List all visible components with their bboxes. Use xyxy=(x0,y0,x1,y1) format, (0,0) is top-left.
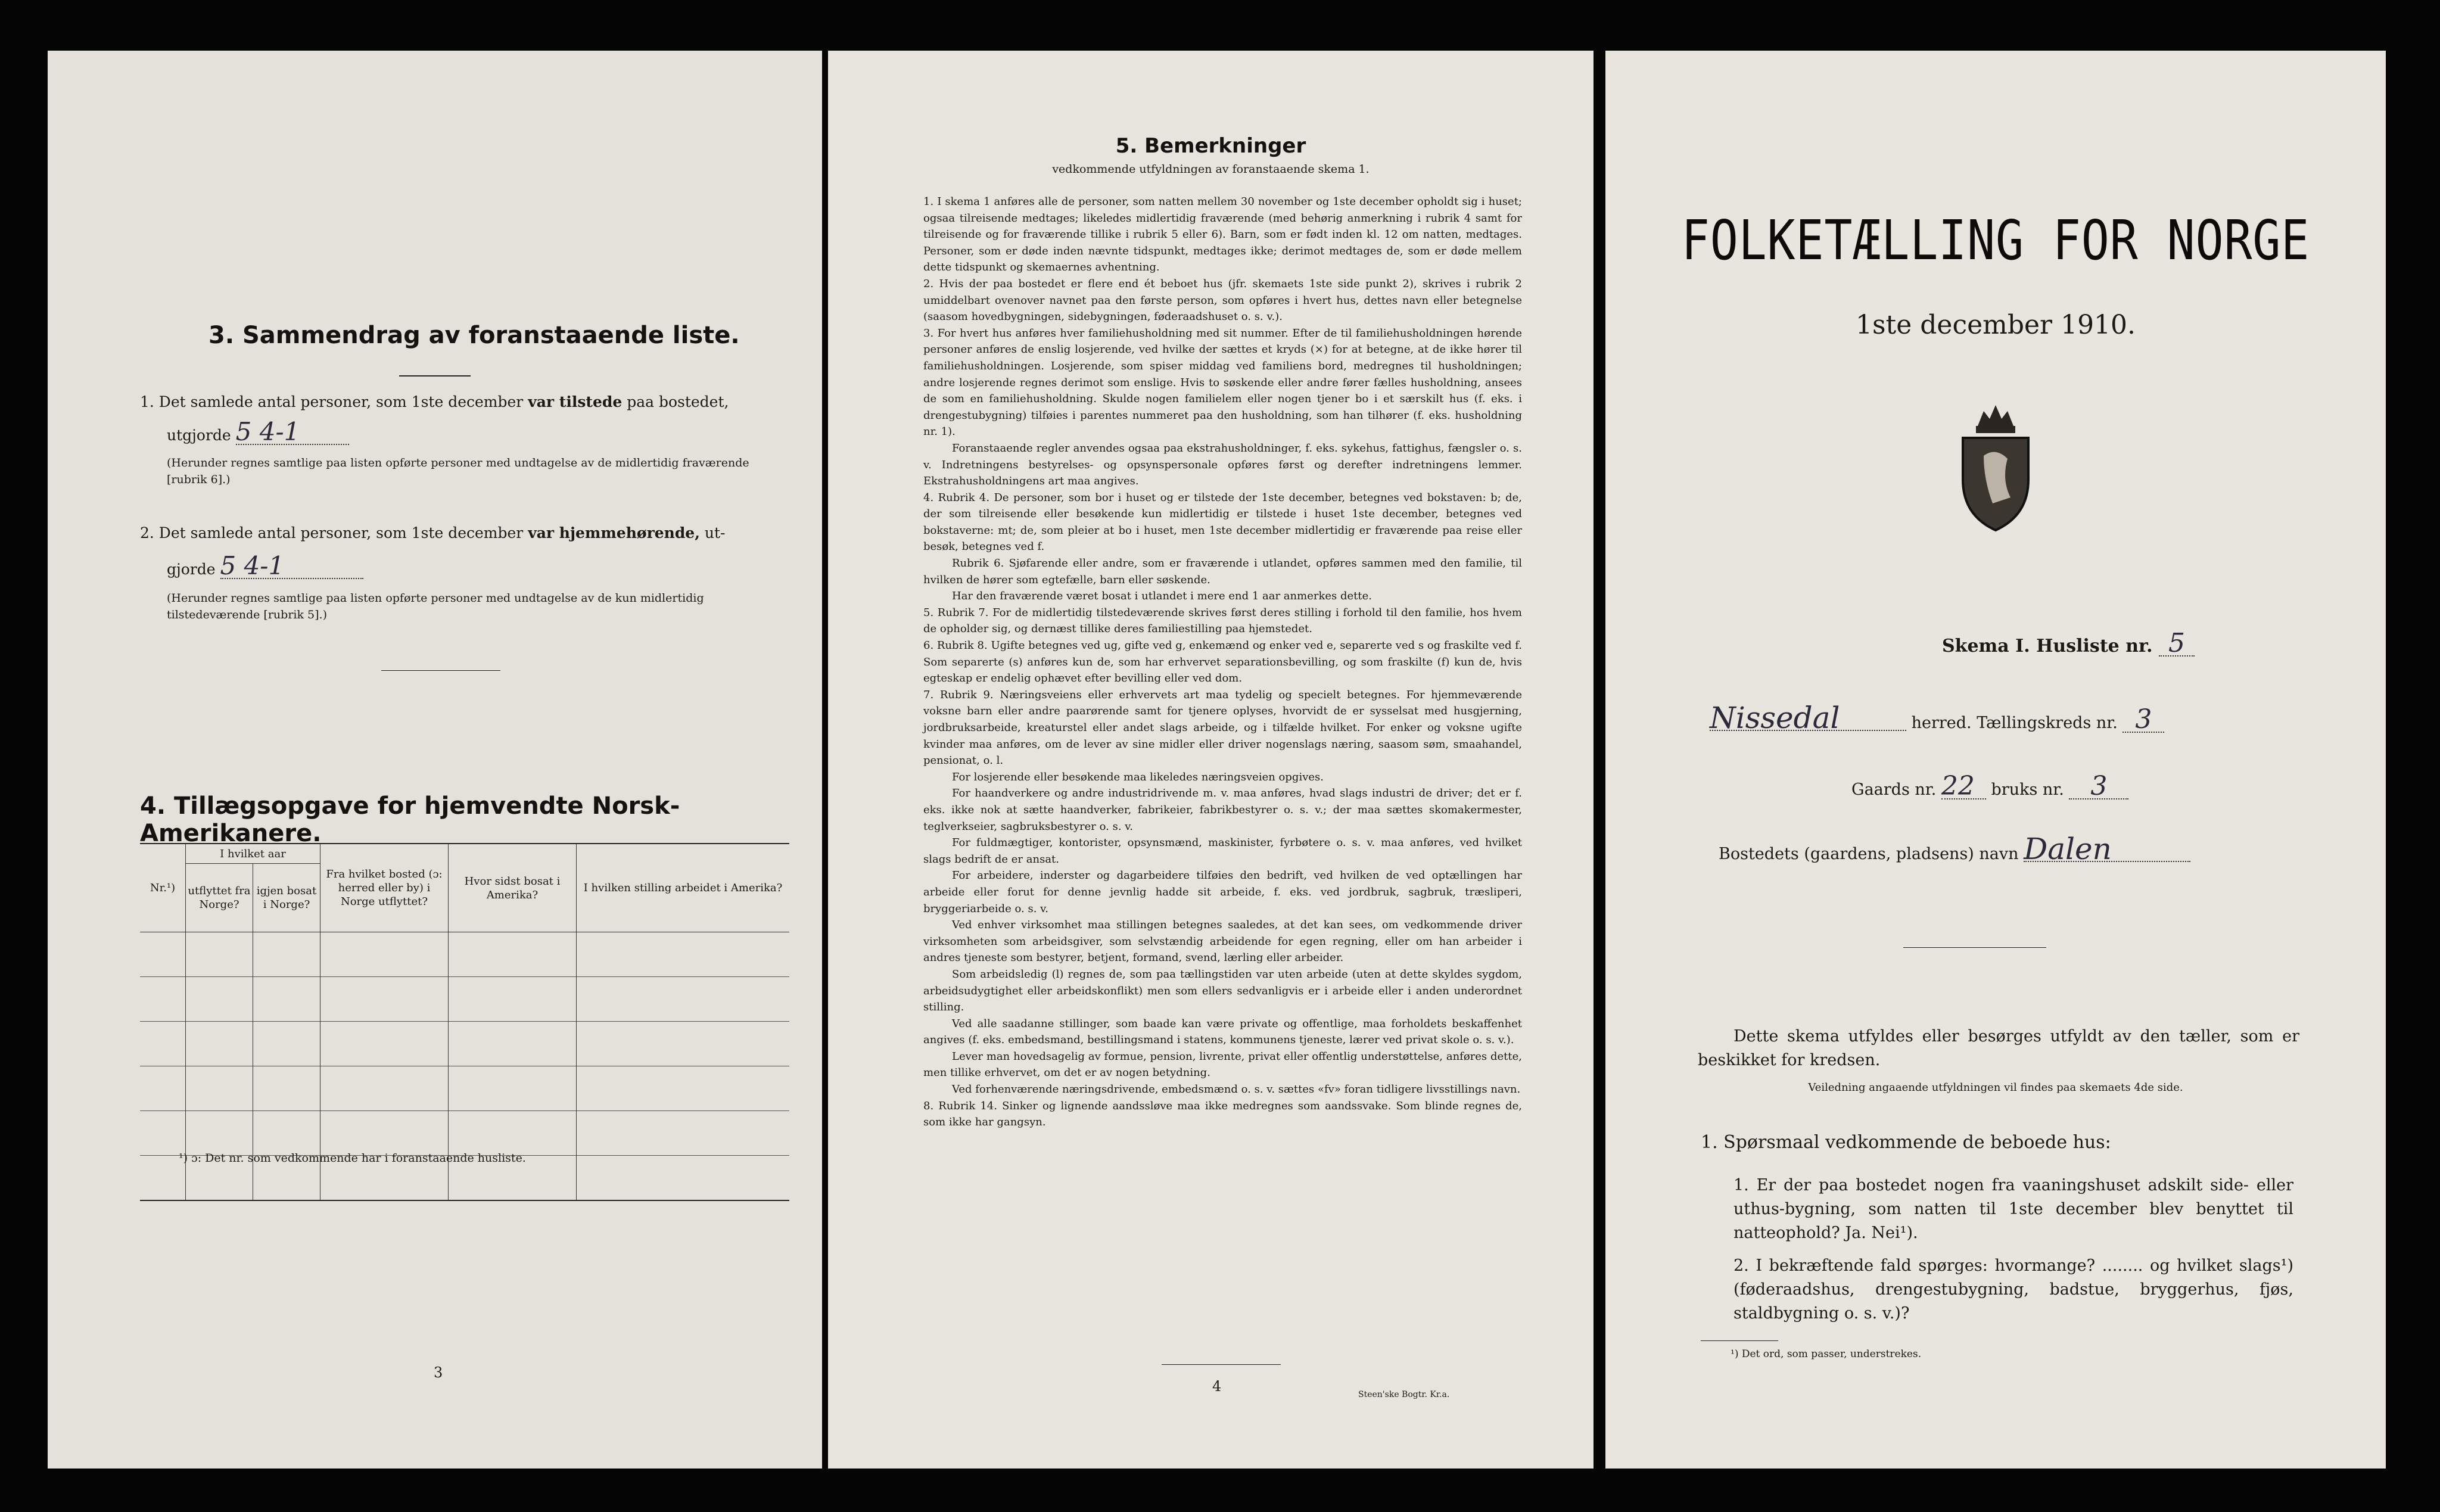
col-position: I hvilken stilling arbeidet i Amerika? xyxy=(577,844,790,932)
returnee-table-grid xyxy=(140,844,789,1200)
col-nr: Nr.¹) xyxy=(140,844,186,932)
schema-row xyxy=(1942,628,2195,658)
remarks-body xyxy=(923,194,1522,1131)
section4-title: 4. Tillægsopgave for hjemvendte Norsk-Amerikanere. xyxy=(140,792,680,847)
col-returned: igjen bosat i Norge? xyxy=(253,864,320,932)
item2-text-end: ut- xyxy=(699,524,726,542)
gaards-row xyxy=(1851,771,2128,802)
remark-paragraph: 5. Rubrik 7. For de midlertidig tilstedeværende skrives først deres stilling i forhold til den familie, hos hvem de opholder sig, og dernæst tillike deres familiestilling paa hjemstedet. xyxy=(923,606,1522,636)
item2-text: 2. Det samlede antal personer, som 1ste december xyxy=(140,524,528,542)
bruks-label: bruks nr. xyxy=(1991,780,2064,799)
husliste-nr: 5 xyxy=(2159,631,2195,657)
instruction-text: Dette skema utfyldes eller besørges utfyldt av den tæller, som er beskikket for kredsen. xyxy=(1698,1027,2299,1069)
bosted-value: Dalen xyxy=(2024,837,2190,862)
remark-paragraph: Ved forhenværende næringsdrivende, embedsmænd o. s. v. sættes «fv» foran tidligere livsstillings navn. xyxy=(952,1083,1521,1096)
section3-item1 xyxy=(140,390,795,414)
remark-paragraph: Lever man hovedsagelig av formue, pension, livrente, privat eller offentlig understøttelse, anføres dette, men tillike erhvervet, om det er av nogen betydning. xyxy=(923,1050,1522,1079)
remark-paragraph: For arbeidere, inderster og dagarbeidere tilføies den bedrift, ved hvilken de ved optællingen har arbeide eller forut for denne jevnlig hadde sit arbeide, f. eks. ved jordbruk, sagbruk, træsliperi, bryggeriarbeide o. s. v. xyxy=(923,869,1522,915)
col-from: Fra hvilket bosted (ɔ: herred eller by) i Norge utflyttet? xyxy=(320,844,449,932)
census-date: 1ste december 1910. xyxy=(1855,310,2136,340)
remarks-subtitle: vedkommende utfyldningen av foranstaaende skema 1. xyxy=(1052,163,1370,176)
remark-paragraph: Rubrik 6. Sjøfarende eller andre, som er fraværende i utlandet, opføres sammen med den familie, til hvilken de hører som egtefælle, barn eller søskende. xyxy=(923,557,1522,586)
item2-answer-row xyxy=(167,551,363,581)
printer-mark: Steen'ske Bogtr. Kr.a. xyxy=(1358,1390,1450,1399)
gaards-value: 22 xyxy=(1941,774,1986,799)
section4-footnote: ¹) ɔ: Det nr. som vedkommende har i foranstaaende husliste. xyxy=(179,1152,526,1165)
remark-paragraph: 4. Rubrik 4. De personer, som bor i huset og er tilstede der 1ste december, betegnes ved bokstaven: b; de, der som tilreisende eller besøkende kun midlertidig er tilstede i huset 1ste december, betegnes ved bokstaverne: mt; de, som pleier at bo i huset, men 1ste december midlertidig er fraværende paa reise eller besøk, betegnes ved f. xyxy=(923,491,1522,553)
bosted-row xyxy=(1719,832,2190,866)
question-1: 1. Er der paa bostedet nogen fra vaaningshuset adskilt side- eller uthus-bygning, som natten til 1ste december blev benyttet til natteophold? Ja. Nei¹). xyxy=(1733,1176,2293,1242)
right-footnote: ¹) Det ord, som passer, understrekes. xyxy=(1731,1348,1922,1360)
item2-prefix: gjorde xyxy=(167,561,216,578)
table-row xyxy=(140,1022,789,1066)
page-left xyxy=(48,51,822,1469)
herred-label: herred. Tællingskreds nr. xyxy=(1911,714,2118,732)
col-where: Hvor sidst bosat i Amerika? xyxy=(449,844,577,932)
table-row xyxy=(140,932,789,977)
kreds-value: 3 xyxy=(2122,708,2164,733)
page-number: 3 xyxy=(434,1364,443,1381)
page-right xyxy=(1605,51,2386,1469)
bosted-label: Bostedets (gaardens, pladsens) navn xyxy=(1719,845,2019,863)
item1-bold: var tilstede xyxy=(528,393,623,410)
item1-note: (Herunder regnes samtlige paa listen opførte personer med undtagelse av de midlertidig fraværende [rubrik 6].) xyxy=(167,456,749,486)
remark-paragraph: 7. Rubrik 9. Næringsveiens eller erhvervets art maa tydelig og specielt betegnes. For hjemmeværende voksne barn eller andre paarørende samt for tjenere oplyses, hvorvidt de er sysselsat med husgjerning, jordbruksarbeide, kreaturstel eller andet slags arbeide, og i tilfælde hvilket. For enker og voksne ugifte kvinder maa anføres, om de lever av sine midler eller driver nogenslags næring, saasom søm, smaahandel, pensionat, o. l. xyxy=(923,688,1522,767)
remarks-title: 5. Bemerkninger xyxy=(1115,134,1306,158)
remark-paragraph: 2. Hvis der paa bostedet er flere end ét beboet hus (jfr. skemaets 1ste side punkt 2), skrives i rubrik 2 umiddelbart ovenover navnet paa den første person, som opføres i hvert hus, dettes navn eller betegnelse (saasom hovedbygningen, sidebygningen, føderaadshuset o. s. v.). xyxy=(923,277,1522,323)
section3-title: 3. Sammendrag av foranstaaende liste. xyxy=(208,322,740,349)
remark-paragraph: Ved alle saadanne stillinger, som baade kan være private og offentlige, maa forholdets beskaffenhet angives (f. eks. embedsmand, bestillingsmand i statens, kommunens tjeneste, lærer ved privat skole o. s. v.). xyxy=(923,1017,1522,1047)
remark-paragraph: 3. For hvert hus anføres hver familiehusholdning med sit nummer. Efter de til familiehusholdningen hørende personer anføres de enslig losjerende, ved hvilke der sættes et kryds (×) for at betegne, at de ikke hører til familiehusholdningen. Losjerende, som spiser middag ved familiens bord, medregnes til husholdningen; andre losjerende regnes derimot som enslige. Hvis to søskende eller andre fører fælles husholdning, ansees de som en familiehusholdning. Skulde nogen familielem eller nogen tjener bo i et særskilt hus (f. eks. i drengestubygning) tilføies i parentes nummeret paa den husholdning, som han tilhører (f. eks. husholdning nr. 1). xyxy=(923,326,1522,438)
herred-value: Nissedal xyxy=(1710,706,1906,731)
item2-note: (Herunder regnes samtlige paa listen opførte personer med undtagelse av de kun midlertidig tilstedeværende [rubrik 5].) xyxy=(167,592,704,621)
remark-paragraph: Ved enhver virksomhet maa stillingen betegnes saaledes, at det kan sees, om vedkommende driver virksomheten som arbeidsgiver, som selvstændig arbeidende for egen regning, eller om han arbeider i andres tjeneste som bestyrer, betjent, formand, svend, lærling eller arbeider. xyxy=(923,919,1522,965)
item1-text-end: paa bostedet, xyxy=(622,393,729,410)
divider xyxy=(399,375,471,377)
coat-of-arms-icon xyxy=(1951,390,2040,533)
col-emigrated: utflyttet fra Norge? xyxy=(186,864,253,932)
col-group-year: I hvilket aar xyxy=(186,844,320,864)
remark-paragraph: 6. Rubrik 8. Ugifte betegnes ved ug, gifte ved g, enkemænd og enker ved e, separerte ved s og fraskilte ved f. Som separerte (s) anføres kun de, som har erhvervet separationsbevilling, og som fraskilte (f) kun de, hvis egteskap er endelig ophævet efter bevilling eller ved dom. xyxy=(923,639,1522,685)
remark-paragraph: For fuldmægtiger, kontorister, opsynsmænd, maskinister, fyrbøtere o. s. v. maa anføres, ved hvilket slags bedrift de er ansat. xyxy=(923,836,1522,866)
item2-bold: var hjemmehørende, xyxy=(528,524,700,542)
remark-paragraph: Har den fraværende været bosat i utlandet i mere end 1 aar anmerkes dette. xyxy=(952,590,1372,603)
item2-value: 5 4-1 xyxy=(220,554,363,579)
table-row xyxy=(140,977,789,1022)
questions-heading: 1. Spørsmaal vedkommende de beboede hus: xyxy=(1701,1132,2111,1153)
herred-row xyxy=(1710,701,2282,735)
gaards-label: Gaards nr. xyxy=(1851,780,1937,799)
census-title: FOLKETÆLLING FOR NORGE xyxy=(1681,209,2310,272)
footnote-rule xyxy=(1701,1340,1778,1341)
remark-paragraph: For haandverkere og andre industridrivende m. v. maa anføres, hvad slags industri de driver; det er f. eks. ikke nok at sætte haandverker, fabrikeier, fabrikbestyrer o. s. v.; der maa sættes skomakermester, teglverkseier, sagbruksbestyrer o. s. v. xyxy=(923,787,1522,833)
divider xyxy=(381,670,500,671)
remark-paragraph: Som arbeidsledig (l) regnes de, som paa tællingstiden var uten arbeide (uten at dette skyldes sygdom, arbeidsudygtighet eller arbeidskonflikt) men som ellers sedvanligvis er i arbeide eller i anden underordnet stilling. xyxy=(923,967,1522,1014)
page-number: 4 xyxy=(1212,1378,1222,1395)
remark-paragraph: 1. I skema 1 anføres alle de personer, som natten mellem 30 november og 1ste december opholdt sig i huset; ogsaa tilreisende medtages; likeledes midlertidig fraværende (med behørig anmerkning i rubrik 4 samt for tilreisende og for fraværende tillike i rubrik 5 eller 6). Barn, som er født inden kl. 12 om natten, medtages. Personer, som er døde inden nævnte tidspunkt, medtages ikke; derimot medtages de, som er døde mellem dette tidspunkt og skemaernes avhentning. xyxy=(923,195,1522,274)
table-row xyxy=(140,1066,789,1111)
guidance-text: Veiledning angaaende utfyldningen vil findes paa skemaets 4de side. xyxy=(1808,1081,2183,1094)
section3-item2 xyxy=(140,521,795,545)
remark-paragraph: For losjerende eller besøkende maa likeledes næringsveien opgives. xyxy=(952,770,1324,783)
returnee-table xyxy=(140,843,789,1201)
item1-value: 5 4-1 xyxy=(236,420,349,445)
bruks-value: 3 xyxy=(2069,774,2128,799)
remark-paragraph: Foranstaaende regler anvendes ogsaa paa ekstrahusholdninger, f. eks. sykehus, fattighus, fængsler o. s. v. Indretningens bestyrelses- og opsynspersonale opføres først og derefter indretningens lemmer. Ekstrahusholdningens art maa angives. xyxy=(923,441,1522,488)
divider-ornament xyxy=(1903,947,2046,948)
item1-answer-row xyxy=(167,417,349,447)
item1-prefix: utgjorde xyxy=(167,427,231,444)
item1-text: 1. Det samlede antal personer, som 1ste december xyxy=(140,393,528,410)
question-2: 2. I bekræftende fald spørges: hvormange? ........ og hvilket slags¹) (føderaadshus, drengestubygning, badstue, bryggerhus, fjøs, staldbygning o. s. v.)? xyxy=(1733,1256,2293,1323)
table-row xyxy=(140,1111,789,1156)
divider xyxy=(1162,1364,1281,1365)
page-middle xyxy=(828,51,1594,1469)
remark-paragraph: 8. Rubrik 14. Sinker og lignende aandssløve maa ikke medregnes som aandssvake. Som blinde regnes de, som ikke har gangsyn. xyxy=(923,1099,1522,1129)
schema-label: Skema I. Husliste nr. xyxy=(1942,636,2153,657)
